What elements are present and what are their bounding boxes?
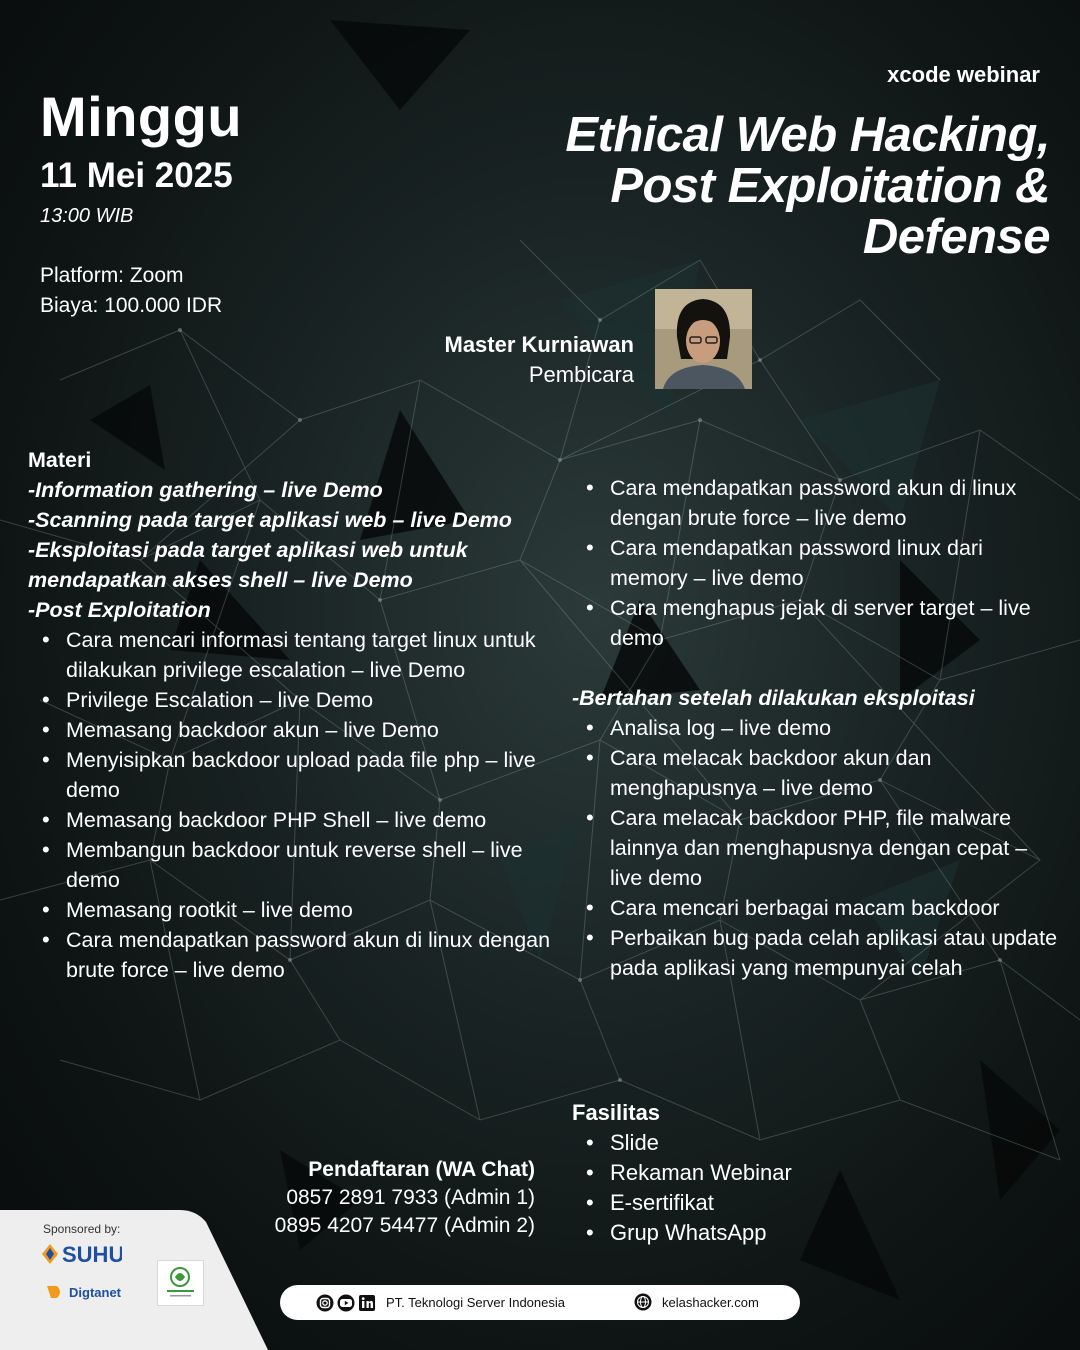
title-line: Defense: [862, 210, 1050, 264]
registration-contact: 0857 2891 7933 (Admin 1): [286, 1186, 535, 1209]
list-item: • Cara mendapatkan password akun di linux dengan brute force – live demo: [610, 473, 1062, 533]
list-item: • Slide: [610, 1128, 792, 1158]
footer-website-link[interactable]: kelashacker.com: [662, 1295, 759, 1310]
footer-company: PT. Teknologi Server Indonesia: [386, 1295, 565, 1310]
registration-heading: Pendaftaran (WA Chat): [308, 1158, 535, 1181]
list-item: • Cara mendapatkan password linux dari memory – live demo: [610, 533, 1062, 593]
topic-item: -Post Exploitation: [28, 598, 211, 622]
list-item: • Menyisipkan backdoor upload pada file php – live demo: [66, 745, 558, 805]
materi-column-left: [28, 445, 558, 985]
list-item: • Grup WhatsApp: [610, 1218, 792, 1248]
event-day: Minggu: [40, 85, 243, 148]
list-item: • Analisa log – live demo: [610, 713, 1062, 743]
event-fee: Biaya: 100.000 IDR: [40, 294, 223, 317]
list-item: • Cara melacak backdoor akun dan menghapusnya – live demo: [610, 743, 1062, 803]
webinar-title: [430, 110, 1050, 263]
registration-block: [275, 1156, 535, 1240]
brand-label: xcode webinar: [887, 62, 1040, 87]
sponsor-panel: [0, 1210, 268, 1350]
list-item: • E-sertifikat: [610, 1188, 792, 1218]
list-item: • Membangun backdoor untuk reverse shell – live demo: [66, 835, 558, 895]
facilities-block: [572, 1098, 792, 1248]
title-line: Ethical Web Hacking,: [565, 108, 1050, 162]
social-icons: [316, 1294, 376, 1317]
topic-item: -Eksploitasi pada target aplikasi web untuk mendapatkan akses shell – live Demo: [28, 538, 468, 592]
facilities-list: [572, 1128, 792, 1248]
globe-icon: [634, 1293, 652, 1316]
facilities-heading: Fasilitas: [572, 1100, 661, 1125]
defense-heading: -Bertahan setelah dilakukan eksploitasi: [572, 686, 975, 710]
registration-contact: 0895 4207 54477 (Admin 2): [274, 1214, 535, 1237]
event-time: 13:00 WIB: [40, 205, 134, 227]
post-exploitation-list-continued: [572, 473, 1062, 653]
digtanet-logo: [45, 1282, 137, 1307]
event-platform: Platform: Zoom: [40, 264, 184, 287]
title-line: Post Exploitation &: [610, 159, 1050, 213]
list-item: • Memasang backdoor akun – live Demo: [66, 715, 558, 745]
seal-logo: [157, 1260, 204, 1306]
list-item: • Cara menghapus jejak di server target – live demo: [610, 593, 1062, 653]
materi-column-right: [572, 473, 1062, 983]
speaker-name: Master Kurniawan: [444, 332, 634, 357]
list-item: • Memasang backdoor PHP Shell – live demo: [66, 805, 558, 835]
list-item: • Cara mendapatkan password akun di linux dengan brute force – live demo: [66, 925, 558, 985]
list-item: • Perbaikan bug pada celah aplikasi atau update pada aplikasi yang mempunyai celah: [610, 923, 1062, 983]
topic-item: -Scanning pada target aplikasi web – live Demo: [28, 508, 512, 532]
list-item: • Privilege Escalation – live Demo: [66, 685, 558, 715]
sponsor-label: Sponsored by:: [43, 1222, 121, 1236]
instagram-icon[interactable]: [317, 1295, 334, 1312]
suhu-logo-text: SUHU: [62, 1242, 122, 1267]
post-exploitation-list: [28, 625, 558, 985]
suhu-logo: [42, 1242, 122, 1277]
topic-item: -Information gathering – live Demo: [28, 478, 383, 502]
list-item: • Rekaman Webinar: [610, 1158, 792, 1188]
speaker-photo: [655, 289, 752, 389]
youtube-icon[interactable]: [338, 1295, 355, 1312]
list-item: • Cara mencari informasi tentang target linux untuk dilakukan privilege escalation – live Demo: [66, 625, 558, 685]
linkedin-icon[interactable]: [359, 1295, 375, 1311]
materi-heading: Materi: [28, 448, 92, 472]
footer-bar: [280, 1285, 800, 1320]
list-item: • Cara mencari berbagai macam backdoor: [610, 893, 1062, 923]
defense-list: [572, 713, 1062, 983]
list-item: • Memasang rootkit – live demo: [66, 895, 558, 925]
speaker-role: Pembicara: [528, 362, 634, 387]
list-item: • Cara melacak backdoor PHP, file malware lainnya dan menghapusnya dengan cepat – live demo: [610, 803, 1062, 893]
digtanet-logo-text: Digtanet: [69, 1285, 121, 1300]
event-date: 11 Mei 2025: [40, 156, 233, 195]
